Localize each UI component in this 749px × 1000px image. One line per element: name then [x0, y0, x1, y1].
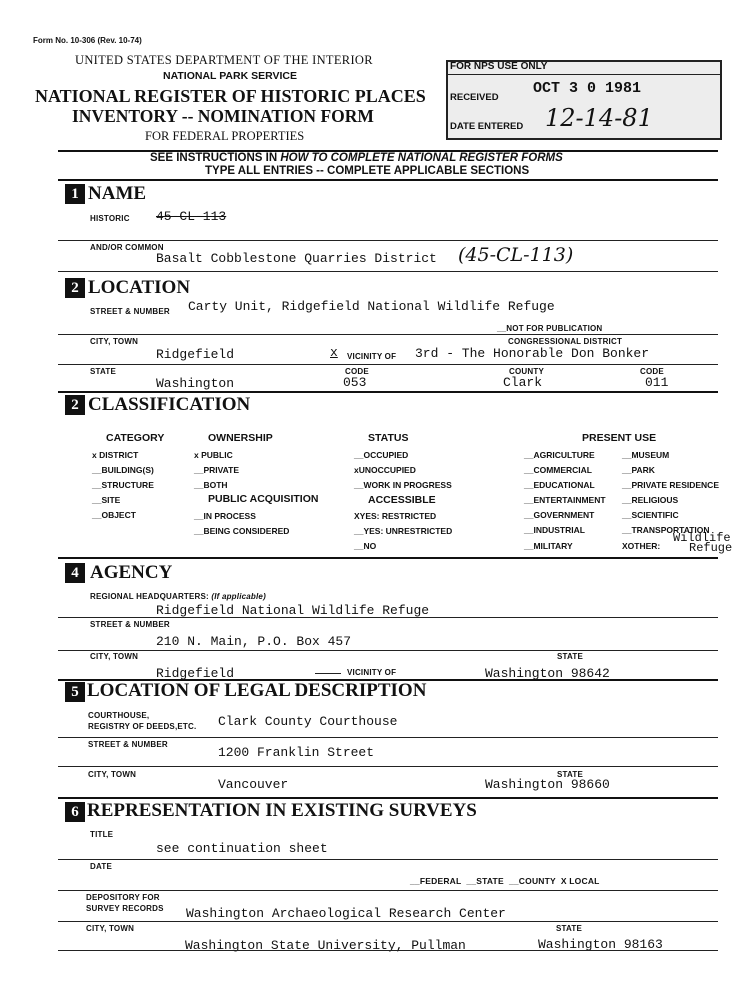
survey-state-label: STATE	[556, 924, 583, 933]
street-label: STREET & NUMBER	[90, 307, 170, 316]
present-use-option: __AGRICULTURE	[524, 450, 595, 460]
rule	[58, 557, 718, 559]
acquisition-heading: PUBLIC ACQUISITION	[208, 493, 319, 505]
rule	[58, 271, 718, 272]
status-option: xUNOCCUPIED	[354, 465, 416, 475]
present-use-option: __INDUSTRIAL	[524, 525, 585, 535]
instructions-rule	[58, 179, 718, 181]
survey-date-label: DATE	[90, 862, 112, 871]
section-3-number: 2	[65, 395, 85, 415]
present-use-option: XOTHER:	[622, 541, 661, 551]
date-entered-value: 12-14-81	[545, 104, 653, 132]
category-option: __OBJECT	[92, 510, 136, 520]
section-1-title: NAME	[88, 183, 147, 204]
present-use-option: __MILITARY	[524, 541, 573, 551]
code-label: CODE	[345, 367, 369, 376]
section-5-number: 5	[65, 682, 85, 702]
state-value: Washington	[156, 376, 235, 391]
present-use-option: __RELIGIOUS	[622, 495, 679, 505]
agency-city-value: Ridgefield	[156, 666, 235, 681]
registry-label: REGISTRY OF DEEDS,ETC.	[88, 722, 197, 731]
vicinity-label: VICINITY OF	[347, 352, 397, 361]
other-use-value-2: Refuge	[689, 541, 733, 555]
ownership-option: __PRIVATE	[194, 465, 240, 475]
city-label: CITY, TOWN	[90, 337, 139, 346]
vicinity-blank	[315, 673, 341, 674]
accessible-option: __NO	[354, 541, 377, 551]
accessible-option: __YES: UNRESTRICTED	[354, 526, 453, 536]
section-5-title: LOCATION OF LEGAL DESCRIPTION	[87, 680, 427, 701]
agency-city-label: CITY, TOWN	[90, 652, 139, 661]
status-heading: STATUS	[368, 432, 409, 444]
congressional-label: CONGRESSIONAL DISTRICT	[508, 337, 623, 346]
present-use-option: __ENTERTAINMENT	[524, 495, 606, 505]
common-label: AND/OR COMMON	[90, 243, 164, 252]
historic-value: 45-CL-113	[156, 209, 227, 224]
category-option: __STRUCTURE	[92, 480, 154, 490]
category-option: __SITE	[92, 495, 121, 505]
legal-state-value: Washington 98660	[485, 777, 610, 792]
rule	[58, 921, 718, 922]
headquarters-label: REGIONAL HEADQUARTERS: (If applicable)	[90, 592, 266, 601]
federal-properties: FOR FEDERAL PROPERTIES	[145, 129, 305, 143]
agency-state-label: STATE	[557, 652, 584, 661]
street-value: Carty Unit, Ridgefield National Wildlife Refuge	[188, 299, 555, 314]
county-code-label: CODE	[640, 367, 664, 376]
rule	[58, 650, 718, 651]
form-title: NATIONAL REGISTER OF HISTORIC PLACES	[35, 86, 426, 106]
courthouse-value: Clark County Courthouse	[218, 714, 398, 729]
received-stamp: OCT 3 0 1981	[533, 80, 642, 97]
section-6-number: 6	[65, 802, 85, 822]
agency-state-value: Washington 98642	[485, 666, 610, 681]
survey-city-label: CITY, TOWN	[86, 924, 135, 933]
present-use-option: __COMMERCIAL	[524, 465, 593, 475]
historic-label: HISTORIC	[90, 214, 130, 223]
legal-state-label: STATE	[557, 770, 584, 779]
survey-state-value: Washington 98163	[538, 937, 663, 952]
nps-use-label: FOR NPS USE ONLY	[450, 61, 548, 72]
depository-label-2: SURVEY RECORDS	[86, 904, 164, 913]
nps-divider	[446, 74, 720, 75]
legal-city-value: Vancouver	[218, 777, 289, 792]
date-entered-label: DATE ENTERED	[450, 121, 524, 132]
acquisition-option: __IN PROCESS	[194, 511, 256, 521]
section-6-title: REPRESENTATION IN EXISTING SURVEYS	[87, 800, 477, 821]
county-value: Clark	[503, 375, 543, 390]
state-label: STATE	[90, 367, 117, 376]
acquisition-option: __BEING CONSIDERED	[194, 526, 290, 536]
legal-city-label: CITY, TOWN	[88, 770, 137, 779]
rule	[58, 766, 718, 767]
present-use-option: __PARK	[622, 465, 655, 475]
section-3-title: CLASSIFICATION	[88, 394, 251, 415]
status-option: __OCCUPIED	[354, 450, 409, 460]
ownership-option: x PUBLIC	[194, 450, 233, 460]
rule	[58, 391, 718, 393]
category-heading: CATEGORY	[106, 432, 165, 444]
survey-levels: __FEDERAL __STATE __COUNTY X LOCAL	[410, 876, 600, 886]
category-option: __BUILDING(S)	[92, 465, 154, 475]
section-2-number: 2	[65, 278, 85, 298]
vicinity-mark: x	[330, 345, 338, 360]
survey-city-value: Washington State University, Pullman	[185, 938, 466, 953]
ownership-option: __BOTH	[194, 480, 228, 490]
survey-title-value: see continuation sheet	[156, 841, 328, 856]
courthouse-label: COURTHOUSE,	[88, 711, 150, 720]
congressional-value: 3rd - The Honorable Don Bonker	[415, 346, 650, 361]
ownership-heading: OWNERSHIP	[208, 432, 273, 444]
instructions-line-2: TYPE ALL ENTRIES -- COMPLETE APPLICABLE SECTIONS	[205, 165, 530, 177]
rule	[58, 859, 718, 860]
department-name: UNITED STATES DEPARTMENT OF THE INTERIOR	[75, 53, 373, 67]
county-label: COUNTY	[509, 367, 544, 376]
present-use-option: __PRIVATE RESIDENCE	[622, 480, 719, 490]
survey-title-label: TITLE	[90, 830, 114, 839]
legal-street-label: STREET & NUMBER	[88, 740, 168, 749]
form-number: Form No. 10-306 (Rev. 10-74)	[33, 36, 142, 45]
agency-vicinity-label: VICINITY OF	[347, 668, 397, 677]
rule	[58, 890, 718, 891]
instructions-line-1: SEE INSTRUCTIONS IN HOW TO COMPLETE NATIONAL REGISTER FORMS	[150, 152, 563, 164]
rule	[58, 950, 718, 951]
rule	[58, 240, 718, 241]
rule	[58, 737, 718, 738]
service-name: NATIONAL PARK SERVICE	[163, 70, 297, 82]
city-value: Ridgefield	[156, 347, 235, 362]
depository-value: Washington Archaeological Research Center	[186, 906, 506, 921]
county-code-value: 011	[645, 375, 669, 390]
status-option: __WORK IN PROGRESS	[354, 480, 452, 490]
rule	[58, 334, 718, 335]
agency-street-label: STREET & NUMBER	[90, 620, 170, 629]
form-subtitle: INVENTORY -- NOMINATION FORM	[72, 106, 374, 126]
present-use-option: __EDUCATIONAL	[524, 480, 595, 490]
rule	[58, 617, 718, 618]
other-use-value-1: Wildlife	[673, 531, 731, 545]
present-use-option: __SCIENTIFIC	[622, 510, 679, 520]
received-label: RECEIVED	[450, 92, 499, 103]
state-code-value: 053	[343, 375, 367, 390]
category-option: x DISTRICT	[92, 450, 139, 460]
present-use-option: __MUSEUM	[622, 450, 670, 460]
not-for-publication: __NOT FOR PUBLICATION	[497, 324, 603, 333]
section-4-number: 4	[65, 563, 85, 583]
legal-street-value: 1200 Franklin Street	[218, 745, 375, 760]
present-use-option: __TRANSPORTATION	[622, 525, 710, 535]
common-value: Basalt Cobblestone Quarries District	[156, 251, 437, 266]
section-2-title: LOCATION	[88, 277, 191, 298]
present-use-option: __GOVERNMENT	[524, 510, 595, 520]
headquarters-value: Ridgefield National Wildlife Refuge	[156, 603, 430, 618]
rule	[58, 797, 718, 799]
present-use-heading: PRESENT USE	[582, 432, 657, 444]
common-note: (45-CL-113)	[458, 244, 574, 266]
depository-label-1: DEPOSITORY FOR	[86, 893, 160, 902]
accessible-heading: ACCESSIBLE	[368, 494, 436, 506]
accessible-option: XYES: RESTRICTED	[354, 511, 437, 521]
rule	[58, 364, 718, 365]
section-1-number: 1	[65, 184, 85, 204]
section-4-title: AGENCY	[90, 562, 173, 583]
agency-street-value: 210 N. Main, P.O. Box 457	[156, 634, 352, 649]
